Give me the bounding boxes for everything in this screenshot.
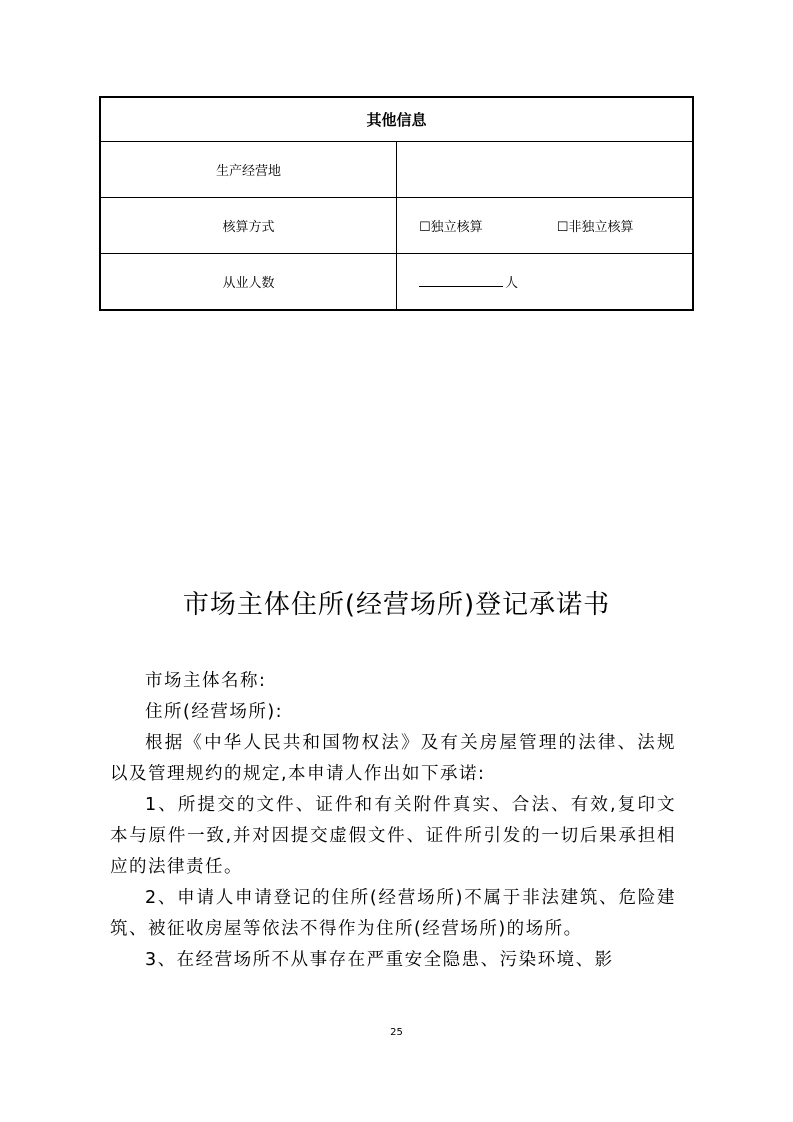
table-row (100, 142, 693, 198)
entity-name-line: 市场主体名称: (145, 671, 267, 691)
other-info-table (99, 96, 694, 311)
table-row (100, 198, 693, 254)
accounting-method-options (397, 198, 694, 254)
employee-count-unit: 人 (505, 276, 519, 291)
production-site-field[interactable] (397, 142, 694, 198)
non-independent-accounting-checkbox[interactable]: ☐非独立核算 (556, 220, 634, 235)
letter-body (110, 666, 676, 976)
commitment-item-2: 2、申请人申请登记的住所(经营场所)不属于非法建筑、危险建筑、被征收房屋等依法不得作为住所(经营场所)的场所。 (110, 888, 676, 939)
production-site-label: 生产经营地 (100, 142, 397, 198)
table-title: 其他信息 (100, 97, 693, 142)
independent-accounting-checkbox[interactable]: ☐独立核算 (419, 220, 483, 235)
table-row (100, 254, 693, 311)
accounting-method-label: 核算方式 (100, 198, 397, 254)
commitment-item-3: 3、在经营场所不从事存在严重安全隐患、污染环境、影 (145, 950, 614, 970)
intro-paragraph: 根据《中华人民共和国物权法》及有关房屋管理的法律、法规以及管理规约的规定,本申请人作出如下承诺: (110, 733, 676, 784)
letter-title: 市场主体住所(经营场所)登记承诺书 (182, 590, 611, 620)
employee-count-input-line[interactable] (419, 274, 503, 287)
table-header-row (100, 97, 693, 142)
employee-count-cell (397, 254, 694, 311)
commitment-item-1: 1、所提交的文件、证件和有关附件真实、合法、有效,复印文本与原件一致,并对因提交虚假文件、证件所引发的一切后果承担相应的法律责任。 (110, 795, 676, 877)
address-line: 住所(经营场所): (145, 702, 284, 722)
employee-count-label: 从业人数 (100, 254, 397, 311)
page-number: 25 (390, 1027, 403, 1038)
